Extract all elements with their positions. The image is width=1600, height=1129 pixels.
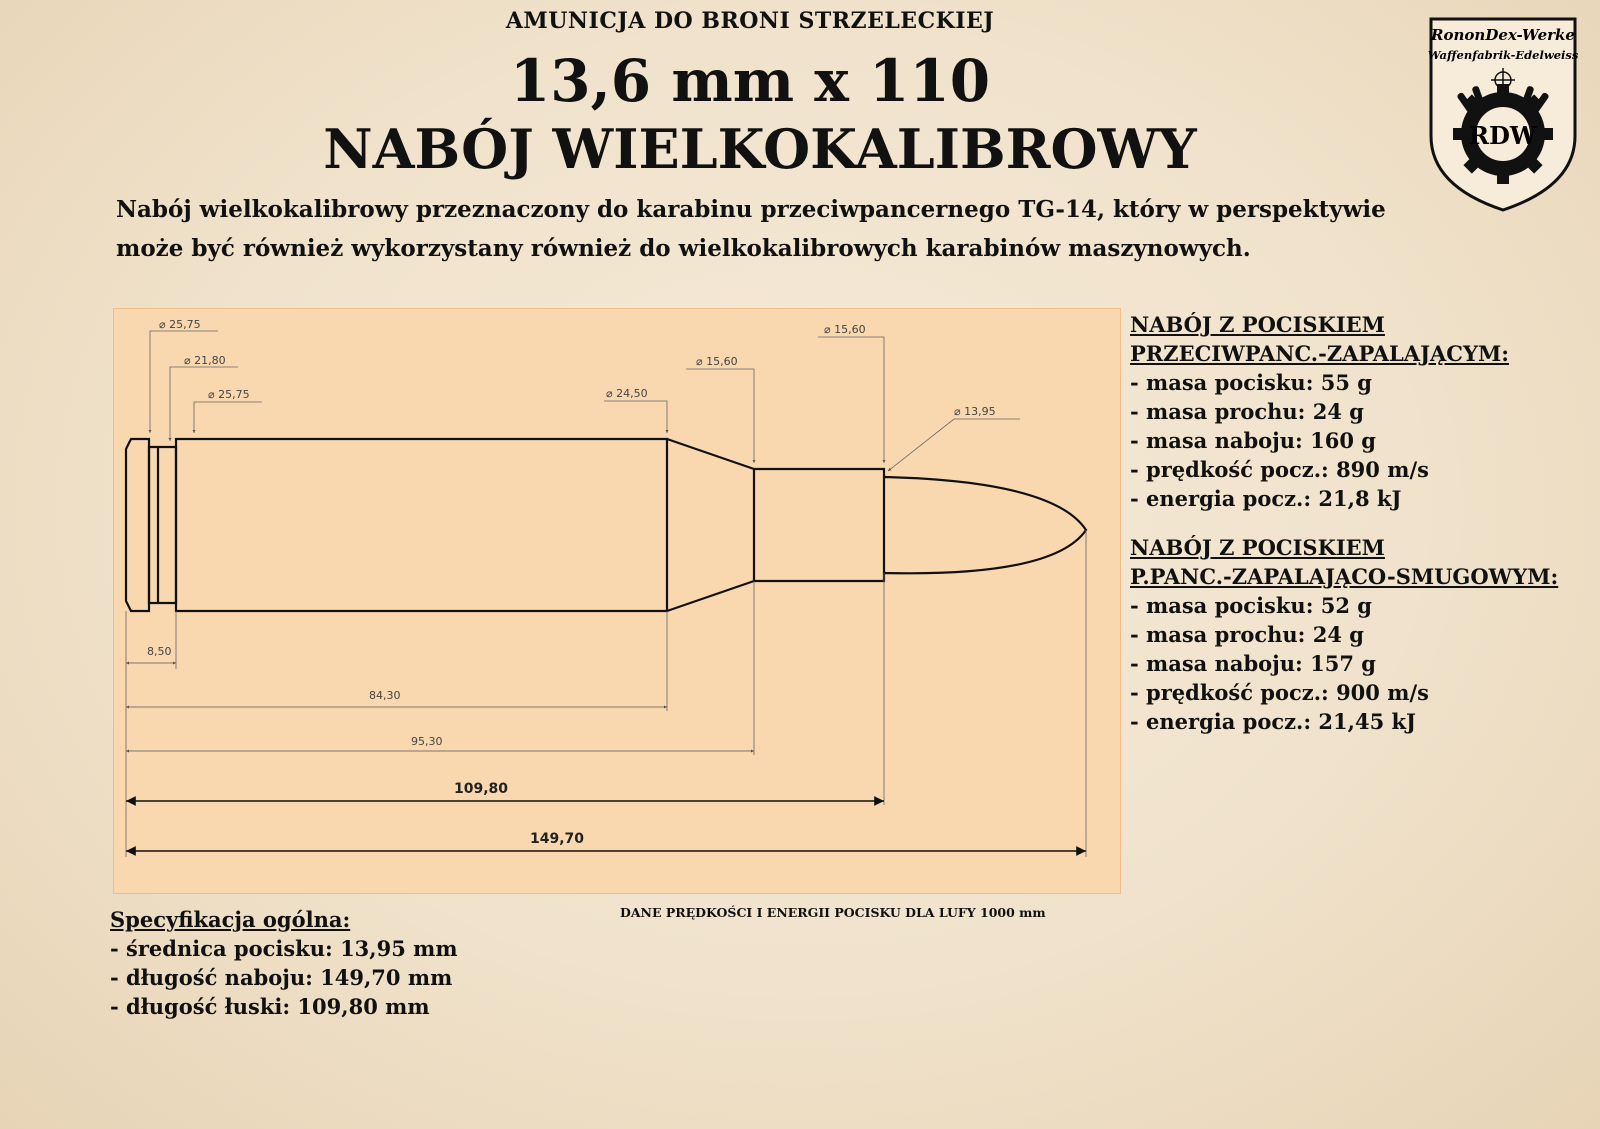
dim-to-neck: 95,30 [411, 735, 443, 748]
page-subtitle: NABÓJ WIELKOKALIBROWY [323, 117, 1197, 181]
case-rim [126, 439, 149, 611]
logo-initials: RDW [1469, 121, 1537, 150]
dim-neck-end-diameter: ⌀ 15,60 [824, 323, 866, 336]
case-neck [754, 469, 884, 581]
bullet [884, 477, 1086, 573]
intro-text: Nabój wielkokalibrowy przeznaczony do karabinu przeciwpancernego TG-14, który w perspektywie może być również wykorzystany również do wielkokalibrowych karabinów maszynowych. [116, 196, 1386, 262]
cartridge-outline [126, 439, 1086, 611]
spec-apit-item: - prędkość pocz.: 900 m/s [1130, 680, 1429, 705]
dim-bullet-diameter: ⌀ 13,95 [954, 405, 996, 418]
spec-api-item: - masa naboju: 160 g [1130, 428, 1376, 453]
spec-block-apit [1130, 533, 1590, 736]
general-spec-title: Specyfikacja ogólna: [110, 907, 351, 932]
spec-block-api [1130, 310, 1590, 513]
spec-apit-item: - masa pocisku: 52 g [1130, 593, 1372, 618]
page-title: 13,6 mm x 110 [509, 47, 991, 115]
spec-api-title-2: PRZECIWPANC.-ZAPALAJĄCYM: [1130, 341, 1509, 366]
supertitle: AMUNICJA DO BRONI STRZELECKIEJ [505, 8, 995, 34]
general-spec-item: - długość łuski: 109,80 mm [110, 994, 430, 1019]
logo-line2: Waffenfabrik-Edelweiss [1428, 48, 1578, 62]
dim-neck-start-diameter: ⌀ 15,60 [696, 355, 738, 368]
general-spec-item: - długość naboju: 149,70 mm [110, 965, 453, 990]
technical-drawing-panel [113, 308, 1121, 894]
general-spec [110, 905, 670, 1021]
case-body [176, 439, 667, 611]
dim-shoulder-diameter: ⌀ 24,50 [606, 387, 648, 400]
spec-api-item: - masa prochu: 24 g [1130, 399, 1364, 424]
spec-apit-item: - masa naboju: 157 g [1130, 651, 1376, 676]
barrel-note: DANE PRĘDKOŚCI I ENERGII POCISKU DLA LUFY 1000 mm [620, 905, 1046, 920]
spec-apit-title-2: P.PANC.-ZAPALAJĄCO-SMUGOWYM: [1130, 564, 1559, 589]
dim-to-shoulder: 84,30 [369, 689, 401, 702]
spec-apit-item: - energia pocz.: 21,45 kJ [1130, 709, 1416, 734]
spec-apit-title-1: NABÓJ Z POCISKIEM [1130, 535, 1385, 560]
general-spec-item: - średnica pocisku: 13,95 mm [110, 936, 458, 961]
dim-groove-diameter: ⌀ 21,80 [184, 354, 226, 367]
spec-apit-item: - masa prochu: 24 g [1130, 622, 1364, 647]
dim-rim-to-base: 8,50 [147, 645, 172, 658]
spec-api-item: - energia pocz.: 21,8 kJ [1130, 486, 1402, 511]
cartridge-drawing [114, 309, 1120, 893]
dim-base-diameter: ⌀ 25,75 [208, 388, 250, 401]
extractor-groove [149, 447, 176, 603]
case-shoulder [667, 439, 754, 611]
dim-rim-diameter: ⌀ 25,75 [159, 318, 201, 331]
spec-api-item: - prędkość pocz.: 890 m/s [1130, 457, 1429, 482]
spec-api-title-1: NABÓJ Z POCISKIEM [1130, 312, 1385, 337]
dim-overall-length: 149,70 [530, 831, 585, 847]
company-logo [1428, 16, 1578, 212]
dim-case-length: 109,80 [454, 781, 509, 797]
logo-line1: RononDex-Werke [1431, 26, 1575, 44]
ammo-specs-panel [1130, 310, 1590, 756]
spec-api-item: - masa pocisku: 55 g [1130, 370, 1372, 395]
